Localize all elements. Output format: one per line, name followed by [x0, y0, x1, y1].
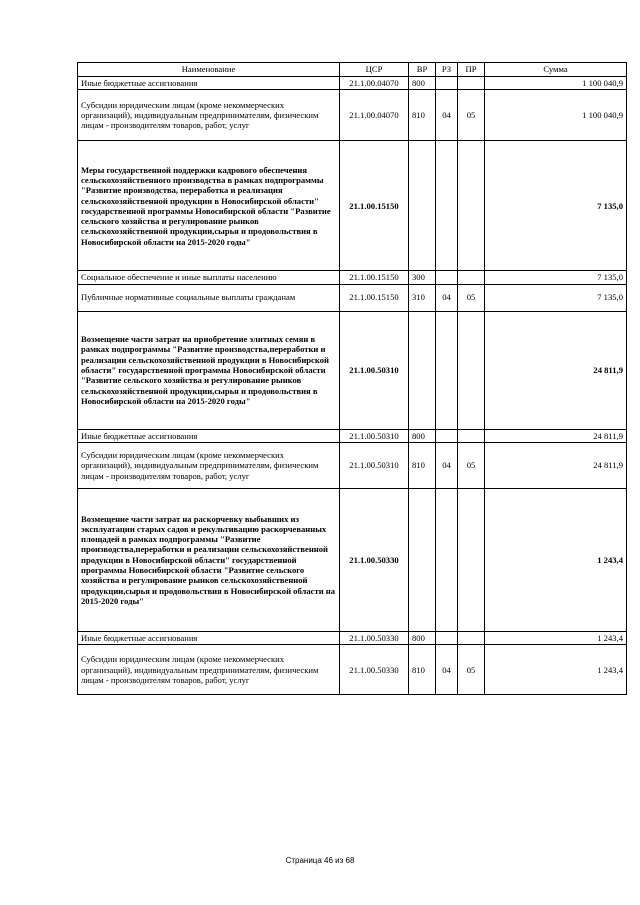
header-vr: ВР [409, 63, 436, 77]
cell-pr [458, 141, 485, 271]
cell-sum: 24 811,9 [485, 311, 627, 429]
table-row [78, 429, 627, 442]
table-row [78, 141, 627, 271]
table-row [78, 77, 627, 90]
cell-sum: 1 243,4 [485, 631, 627, 644]
cell-sum: 7 135,0 [485, 141, 627, 271]
cell-pr [458, 631, 485, 644]
budget-table [77, 62, 627, 695]
cell-pr: 05 [458, 284, 485, 311]
cell-vr: 310 [409, 284, 436, 311]
cell-sum: 7 135,0 [485, 284, 627, 311]
cell-vr [409, 311, 436, 429]
cell-name: Иные бюджетные ассигнования [78, 631, 340, 644]
cell-csr: 21.1.00.50330 [340, 631, 409, 644]
table-row [78, 631, 627, 644]
cell-pr [458, 271, 485, 284]
cell-rz: 04 [436, 90, 458, 141]
cell-rz [436, 271, 458, 284]
table-row [78, 488, 627, 631]
cell-name: Социальное обеспечение и иные выплаты населению [78, 271, 340, 284]
cell-csr: 21.1.00.50310 [340, 442, 409, 488]
table-row [78, 311, 627, 429]
page-number: Страница 46 из 68 [285, 856, 355, 865]
cell-name: Иные бюджетные ассигнования [78, 429, 340, 442]
cell-sum: 1 243,4 [485, 488, 627, 631]
cell-rz [436, 631, 458, 644]
cell-sum: 24 811,9 [485, 442, 627, 488]
header-pr: ПР [458, 63, 485, 77]
cell-rz [436, 141, 458, 271]
cell-csr: 21.1.00.15150 [340, 271, 409, 284]
cell-rz: 04 [436, 284, 458, 311]
cell-vr: 810 [409, 442, 436, 488]
table-row [78, 271, 627, 284]
cell-sum: 1 100 040,9 [485, 77, 627, 90]
cell-csr: 21.1.00.15150 [340, 284, 409, 311]
cell-vr: 300 [409, 271, 436, 284]
cell-sum: 1 243,4 [485, 645, 627, 695]
cell-rz: 04 [436, 645, 458, 695]
cell-sum: 7 135,0 [485, 271, 627, 284]
cell-pr: 05 [458, 442, 485, 488]
cell-sum: 1 100 040,9 [485, 90, 627, 141]
cell-csr: 21.1.00.04070 [340, 90, 409, 141]
cell-name: Публичные нормативные социальные выплаты гражданам [78, 284, 340, 311]
cell-name: Субсидии юридическим лицам (кроме некоммерческих организаций), индивидуальным предпринимателям, физическим лицам - производителям товаров, работ, услуг [78, 442, 340, 488]
cell-pr [458, 429, 485, 442]
cell-rz [436, 77, 458, 90]
cell-vr: 800 [409, 77, 436, 90]
cell-pr [458, 311, 485, 429]
cell-name: Возмещение части затрат на приобретение элитных семян в рамках подпрограммы "Развитие производства,переработки и реализации сельскохозяйственной продукции в Новосибирской области" государственной программы Новосибирской области "Развитие сельского хозяйства и регулирование рынков сельскохозяйственной продукции,сырья и продовольствия в Новосибирской области на 2015-2020 годы" [78, 311, 340, 429]
table-header-row [78, 63, 627, 77]
cell-name: Иные бюджетные ассигнования [78, 77, 340, 90]
cell-pr: 05 [458, 90, 485, 141]
cell-rz [436, 429, 458, 442]
cell-pr: 05 [458, 645, 485, 695]
table-row [78, 645, 627, 695]
cell-csr: 21.1.00.50310 [340, 429, 409, 442]
cell-sum: 24 811,9 [485, 429, 627, 442]
cell-vr [409, 488, 436, 631]
table-row [78, 90, 627, 141]
cell-name: Меры государственной поддержки кадрового обеспечения сельскохозяйственного производства в рамках подпрограммы "Развитие производства, переработка и реализация сельскохозяйственной продукции в Новосибирской области" государственной программы Новосибирской области "Развитие сельского хозяйства и регулирование рынков сельскохозяйственной продукции,сырья и продовольствия в Новосибирской области на 2015-2020 годы" [78, 141, 340, 271]
cell-name: Субсидии юридическим лицам (кроме некоммерческих организаций), индивидуальным предпринимателям, физическим лицам - производителям товаров, работ, услуг [78, 645, 340, 695]
cell-vr: 800 [409, 429, 436, 442]
table-row [78, 442, 627, 488]
header-name: Наименование [78, 63, 340, 77]
cell-rz: 04 [436, 442, 458, 488]
cell-name: Возмещение части затрат на раскорчевку выбывших из эксплуатации старых садов и рекультивацию раскорчеванных площадей в рамках подпрограммы "Развитие производства,переработки и реализации сельскохозяйственной продукции в Новосибирской области" государственной программы Новосибирской области "Развитие сельского хозяйства и регулирование рынков сельскохозяйственной продукции,сырья и продовольствия в Новосибирской области на 2015-2020 годы" [78, 488, 340, 631]
header-rz: РЗ [436, 63, 458, 77]
header-sum: Сумма [485, 63, 627, 77]
cell-pr [458, 77, 485, 90]
cell-csr: 21.1.00.15150 [340, 141, 409, 271]
cell-csr: 21.1.00.50330 [340, 645, 409, 695]
cell-csr: 21.1.00.04070 [340, 77, 409, 90]
cell-rz [436, 311, 458, 429]
cell-vr: 810 [409, 90, 436, 141]
cell-csr: 21.1.00.50330 [340, 488, 409, 631]
cell-name: Субсидии юридическим лицам (кроме некоммерческих организаций), индивидуальным предпринимателям, физическим лицам - производителям товаров, работ, услуг [78, 90, 340, 141]
cell-vr [409, 141, 436, 271]
cell-vr: 800 [409, 631, 436, 644]
cell-pr [458, 488, 485, 631]
cell-rz [436, 488, 458, 631]
cell-csr: 21.1.00.50310 [340, 311, 409, 429]
cell-vr: 810 [409, 645, 436, 695]
header-csr: ЦСР [340, 63, 409, 77]
table-row [78, 284, 627, 311]
